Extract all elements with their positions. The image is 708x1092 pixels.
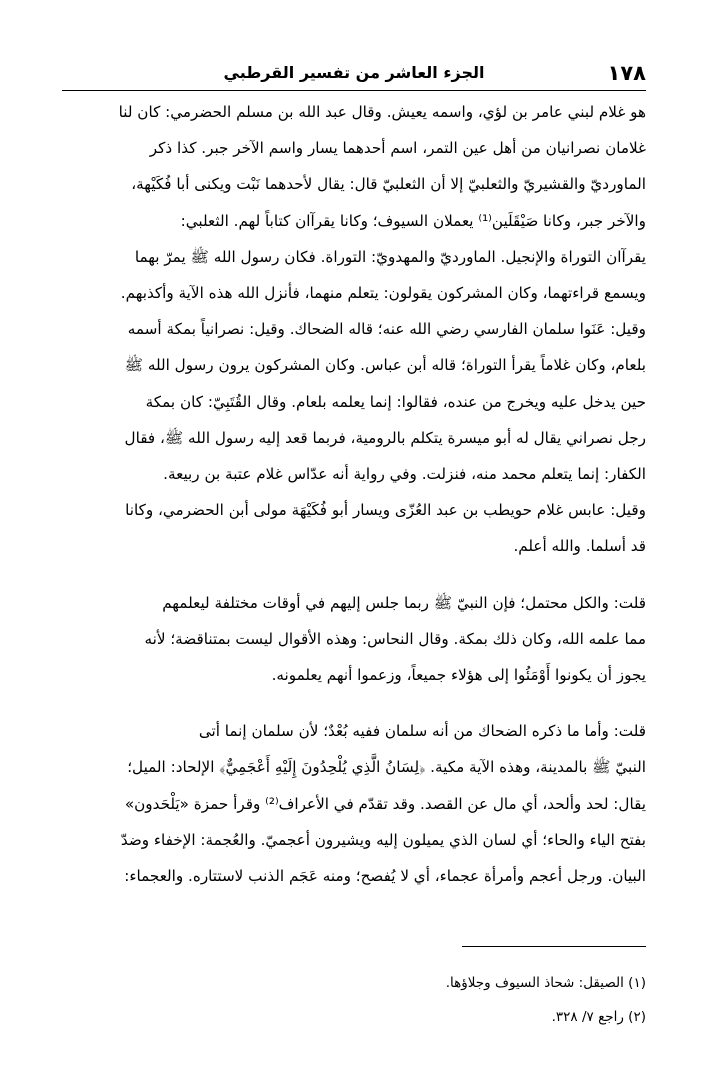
text-line: النبيّ ﷺ بالمدينة، وهذه الآية مكية. ﴿لِسَانُ الَّذِي يُلْحِدُونَ إِلَيْهِ أَعْجَمِيٌّ﴾ الإلحاد: الميل؛ [127, 758, 646, 777]
text-line: الكفار: إنما يتعلم محمد منه، فنزلت. وفي رواية أنه عدّاس غلام عتبة بن ربيعة. [163, 465, 646, 484]
page-number: ١٧٨ [607, 61, 646, 85]
paragraph-3 [62, 713, 646, 894]
footnote-1: (١) الصيقل: شحاذ السيوف وجلاؤها. [445, 975, 646, 991]
header-rule [62, 90, 646, 91]
text-line: قد أسلما. والله أعلم. [513, 537, 646, 556]
text-line: مما علمه الله، وكان ذلك بمكة. وقال النحاس: وهذه الأقوال ليست بمتناقضة؛ لأنه [144, 629, 646, 648]
footnote-2: (٢) راجع ٧/ ٣٢٨. [551, 1009, 646, 1025]
body-text [62, 94, 646, 894]
text-line: وقيل: عَنَوا سلمان الفارسي رضي الله عنه؛ قاله الضحاك. وقيل: نصرانياً بمكة أسمه [127, 320, 646, 339]
text-line: قلت: وأما ما ذكره الضحاك من أنه سلمان ففيه بُعْدٌ؛ لأن سلمان إنما أتى [198, 722, 646, 741]
text-line: يجوز أن يكونوا أَوْمَئُوا إلى هؤلاء جميعاً، وزعموا أنهم يعلمونه. [271, 666, 646, 685]
paragraph-1 [62, 94, 646, 565]
text-line: الماورديّ والقشيريّ والثعلبيّ إلا أن الثعلبيّ قال: يقال لأحدهما نَبْت ويكنى أبا فُكَيْهة، [131, 175, 646, 194]
running-title: الجزء العاشر من تفسير القرطبي [223, 63, 485, 82]
text-line: غلامان نصرانيان من أهل عين التمر، اسم أحدهما يسار واسم الآخر جبر. كذا ذكر [149, 139, 646, 158]
footnote-rule [462, 946, 646, 947]
footnotes [62, 966, 646, 1034]
text-line: يقال: لحد وألحد، أي مال عن القصد. وقد تقدّم في الأعراف⁽²⁾ وقرأ حمزة «يَلْحَدون» [124, 794, 646, 813]
paragraph-2 [62, 585, 646, 694]
text-line: البيان. ورجل أعجم وأمرأة عجماء، أي لا يُفصح؛ ومنه عَجَم الذنب لاستتاره. والعجماء: [124, 867, 646, 886]
text-line: ويسمع قراءتهما، وكان المشركون يقولون: يتعلم منهما، فأنزل الله هذه الآية وأكذبهم. [120, 284, 646, 303]
text-line: والآخر جبر، وكانا صَيْقَلَين⁽¹⁾ يعملان السيوف؛ وكانا يقرآان كتاباً لهم. الثعلبي: [180, 211, 646, 230]
text-line: هو غلام لبني عامر بن لؤي، واسمه يعيش. وقال عبد الله بن مسلم الحضرمي: كان لنا [118, 103, 646, 121]
text-line: يقرآان التوراة والإنجيل. الماورديّ والمهدويّ: التوراة. فكان رسول الله ﷺ يمرّ بهما [134, 247, 646, 266]
text-line: حين يدخل عليه ويخرج من عنده، فقالوا: إنما يعلمه بلعام. وقال القُتَبِيّ: كان بمكة [145, 392, 646, 411]
page-header [62, 58, 646, 90]
text-line: بلعام، وكان غلاماً يقرأ التوراة؛ قاله أبن عباس. وكان المشركون يرون رسول الله ﷺ [124, 356, 646, 375]
text-line: قلت: والكل محتمل؛ فإن النبيّ ﷺ ربما جلس إليهم في أوقات مختلفة ليعلمهم [162, 593, 646, 612]
text-line: رجل نصراني يقال له أبو ميسرة يتكلم بالرومية، فربما قعد إليه رسول الله ﷺ، فقال [124, 428, 646, 447]
text-line: وقيل: عابس غلام حويطب بن عبد العُزّى ويسار أبو فُكَيْهَة مولى أبن الحضرمي، وكانا [125, 501, 646, 520]
text-line: بفتح الياء والحاء؛ أي لسان الذي يميلون إليه ويشيرون أعجميّ. والعُجمة: الإخفاء وضدّ [120, 830, 646, 849]
